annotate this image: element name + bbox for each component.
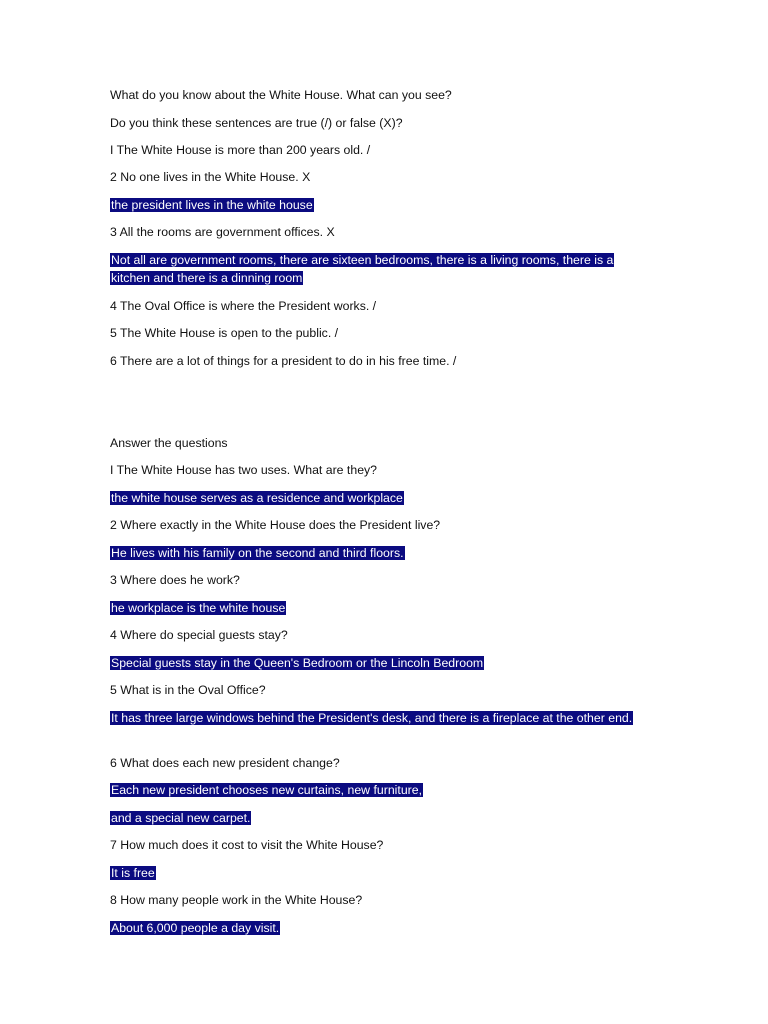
highlighted-answer: and a special new carpet. bbox=[111, 811, 251, 825]
statement-6: 6 There are a lot of things for a president to do in his free time. / bbox=[110, 354, 457, 368]
question-1-answer bbox=[110, 489, 655, 507]
question-3-answer bbox=[110, 599, 655, 617]
statement-1: I The White House is more than 200 years old. / bbox=[110, 143, 371, 157]
question-1: I The White House has two uses. What are they? bbox=[110, 463, 378, 477]
statement-3-answer bbox=[110, 251, 652, 287]
question-3: 3 Where does he work? bbox=[110, 573, 240, 587]
highlighted-answer: About 6,000 people a day visit. bbox=[111, 921, 280, 935]
question-6-answer-line-2 bbox=[110, 809, 655, 827]
question-8: 8 How many people work in the White House? bbox=[110, 893, 363, 907]
question-8-answer bbox=[110, 919, 655, 937]
highlighted-answer: He lives with his family on the second and third floors. bbox=[111, 546, 404, 560]
question-6-answer-line-1 bbox=[110, 781, 655, 799]
intro-question: What do you know about the White House. What can you see? bbox=[110, 88, 452, 102]
question-6: 6 What does each new president change? bbox=[110, 756, 340, 770]
true-false-instruction: Do you think these sentences are true (/) or false (X)? bbox=[110, 116, 403, 130]
question-2-answer bbox=[110, 544, 655, 562]
statement-2: 2 No one lives in the White House. X bbox=[110, 170, 311, 184]
highlighted-answer: Special guests stay in the Queen's Bedroom or the Lincoln Bedroom bbox=[111, 656, 484, 670]
highlighted-answer: It has three large windows behind the President's desk, and there is a fireplace at the other end. bbox=[111, 711, 633, 725]
answer-questions-heading: Answer the questions bbox=[110, 436, 228, 450]
question-7-answer bbox=[110, 864, 655, 882]
question-2: 2 Where exactly in the White House does the President live? bbox=[110, 518, 441, 532]
question-4: 4 Where do special guests stay? bbox=[110, 628, 288, 642]
question-4-answer bbox=[110, 654, 655, 672]
question-5-answer bbox=[110, 709, 640, 727]
highlighted-answer: the president lives in the white house bbox=[111, 198, 313, 212]
highlighted-answer: the white house serves as a residence and workplace bbox=[111, 491, 403, 505]
statement-3: 3 All the rooms are government offices. X bbox=[110, 225, 335, 239]
highlighted-answer: he workplace is the white house bbox=[111, 601, 286, 615]
statement-5: 5 The White House is open to the public. / bbox=[110, 326, 339, 340]
highlighted-answer: It is free bbox=[111, 866, 155, 880]
highlighted-answer: Each new president chooses new curtains, new furniture, bbox=[111, 783, 423, 797]
highlighted-answer: Not all are government rooms, there are sixteen bedrooms, there is a living rooms, there is a kitchen and there is a dinning room bbox=[111, 253, 614, 285]
statement-4: 4 The Oval Office is where the President works. / bbox=[110, 299, 377, 313]
statement-2-answer bbox=[110, 196, 655, 214]
question-5: 5 What is in the Oval Office? bbox=[110, 683, 266, 697]
question-7: 7 How much does it cost to visit the White House? bbox=[110, 838, 384, 852]
